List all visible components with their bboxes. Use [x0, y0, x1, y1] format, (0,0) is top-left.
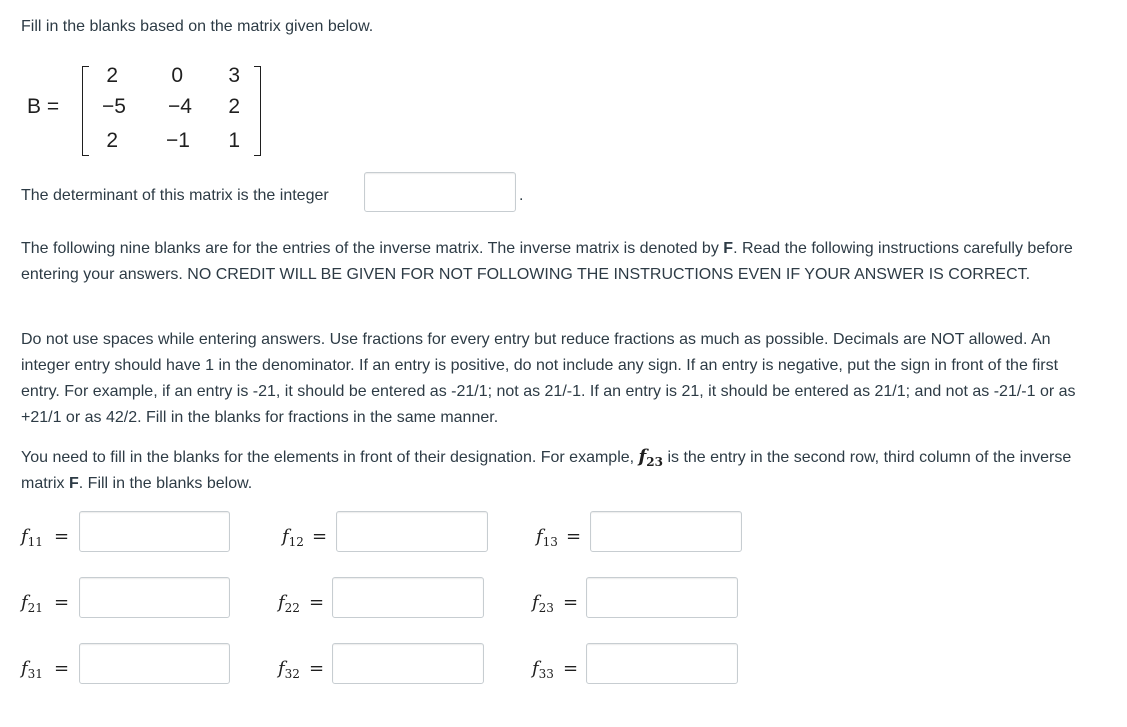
entry-sub: 31 [27, 667, 43, 681]
intro-text: Fill in the blanks based on the matrix given below. [21, 18, 374, 35]
matrix-cell: 2 [106, 129, 118, 152]
inverse-matrix-symbol: F [723, 240, 734, 257]
entry-var: f [278, 592, 285, 613]
matrix-cell: 0 [171, 64, 183, 87]
entry-label-f22 [278, 592, 300, 613]
entry-input-f32[interactable] [332, 643, 484, 684]
entry-label-f33 [532, 658, 554, 679]
instructions-p1-pre: The following nine blanks are for the entries of the inverse matrix. The inverse matrix is denoted by [21, 240, 724, 257]
matrix-cell: 1 [228, 129, 240, 152]
entry-var: f [21, 592, 28, 613]
determinant-input[interactable] [364, 172, 516, 212]
entry-input-f22[interactable] [332, 577, 484, 618]
entry-equals: = [312, 526, 328, 547]
entry-label-f21 [21, 592, 43, 613]
entry-var: f [536, 526, 543, 547]
entry-var: f [21, 658, 28, 679]
instructions-paragraph-2: Do not use spaces while entering answers. Use fractions for every entry but reduce fractions as much as possible. Decimals are NOT allowed. An integer entry should have 1 in the denominator. If an entry is positive, do not include any sign. If an entry is negative, put the sign in front of the first entry. For example, if an entry is -21, it should be entered as -21/1; not as 21/-1. If an entry is 21, it should be entered as 21/1; and not as -21/-1 or as +21/1 or as 42/2. Fill in the blanks for fractions in the same manner. [21, 331, 1076, 426]
entry-input-f23[interactable] [586, 577, 738, 618]
entry-label-f13 [536, 526, 558, 547]
entry-input-f31[interactable] [79, 643, 230, 684]
entry-input-f21[interactable] [79, 577, 230, 618]
entry-input-f12[interactable] [336, 511, 488, 552]
entry-equals: = [54, 658, 70, 679]
entry-equals: = [563, 592, 579, 613]
entry-sub: 23 [538, 601, 554, 615]
instructions-p3-post: . Fill in the blanks below. [78, 475, 253, 492]
entry-equals: = [563, 658, 579, 679]
entry-equals: = [54, 592, 70, 613]
entry-sub: 32 [284, 667, 300, 681]
entry-sub: 33 [538, 667, 554, 681]
entry-sub: 12 [288, 535, 304, 549]
entry-equals: = [54, 526, 70, 547]
entry-sub: 11 [27, 535, 43, 549]
entry-var: f [21, 526, 28, 547]
matrix-name [27, 95, 59, 119]
instructions-p3-mid: is the entry in the second row, third column of the inverse matrix [21, 449, 1072, 492]
instructions-paragraph-3 [21, 444, 1101, 497]
matrix-cell: −1 [166, 129, 190, 152]
entry-input-f13[interactable] [590, 511, 742, 552]
matrix-cell: −4 [168, 95, 192, 118]
matrix-cell: 2 [228, 95, 240, 118]
matrix-right-bracket [254, 66, 261, 156]
entry-var: f [532, 592, 539, 613]
entry-label-f11 [21, 526, 43, 547]
entry-var: f [282, 526, 289, 547]
matrix-cell: 2 [106, 64, 118, 87]
entry-label-f23 [532, 592, 554, 613]
instructions-paragraph-1 [21, 236, 1101, 288]
entry-equals: = [309, 592, 325, 613]
entry-input-f11[interactable] [79, 511, 230, 552]
instructions-p1-post: . Read the following instructions carefully before entering your answers. NO CREDIT WILL BE GIVEN FOR NOT FOLLOWING THE INSTRUCTIONS EVEN IF YOUR ANSWER IS CORRECT. [21, 240, 1073, 283]
entry-sub: 13 [542, 535, 558, 549]
matrix-name-letter: B [27, 95, 42, 118]
entry-label-f31 [21, 658, 43, 679]
matrix-equals: = [46, 95, 60, 118]
determinant-suffix: . [519, 187, 524, 204]
entry-equals: = [309, 658, 325, 679]
matrix-cell: −5 [102, 95, 126, 118]
entry-equals: = [566, 526, 582, 547]
entry-label-f12 [282, 526, 304, 547]
entry-var: f [278, 658, 285, 679]
matrix-cell: 3 [228, 64, 240, 87]
example-variable-letter: f [638, 446, 647, 467]
entry-label-f32 [278, 658, 300, 679]
example-variable [639, 446, 663, 467]
determinant-prompt: The determinant of this matrix is the integer [21, 187, 329, 204]
entry-var: f [532, 658, 539, 679]
entry-sub: 22 [284, 601, 300, 615]
entry-sub: 21 [27, 601, 43, 615]
instructions-p3-pre: You need to fill in the blanks for the elements in front of their designation. For example, [21, 449, 639, 466]
inverse-matrix-symbol: F [69, 475, 79, 492]
entry-input-f33[interactable] [586, 643, 738, 684]
example-variable-subscript: 23 [646, 455, 663, 469]
